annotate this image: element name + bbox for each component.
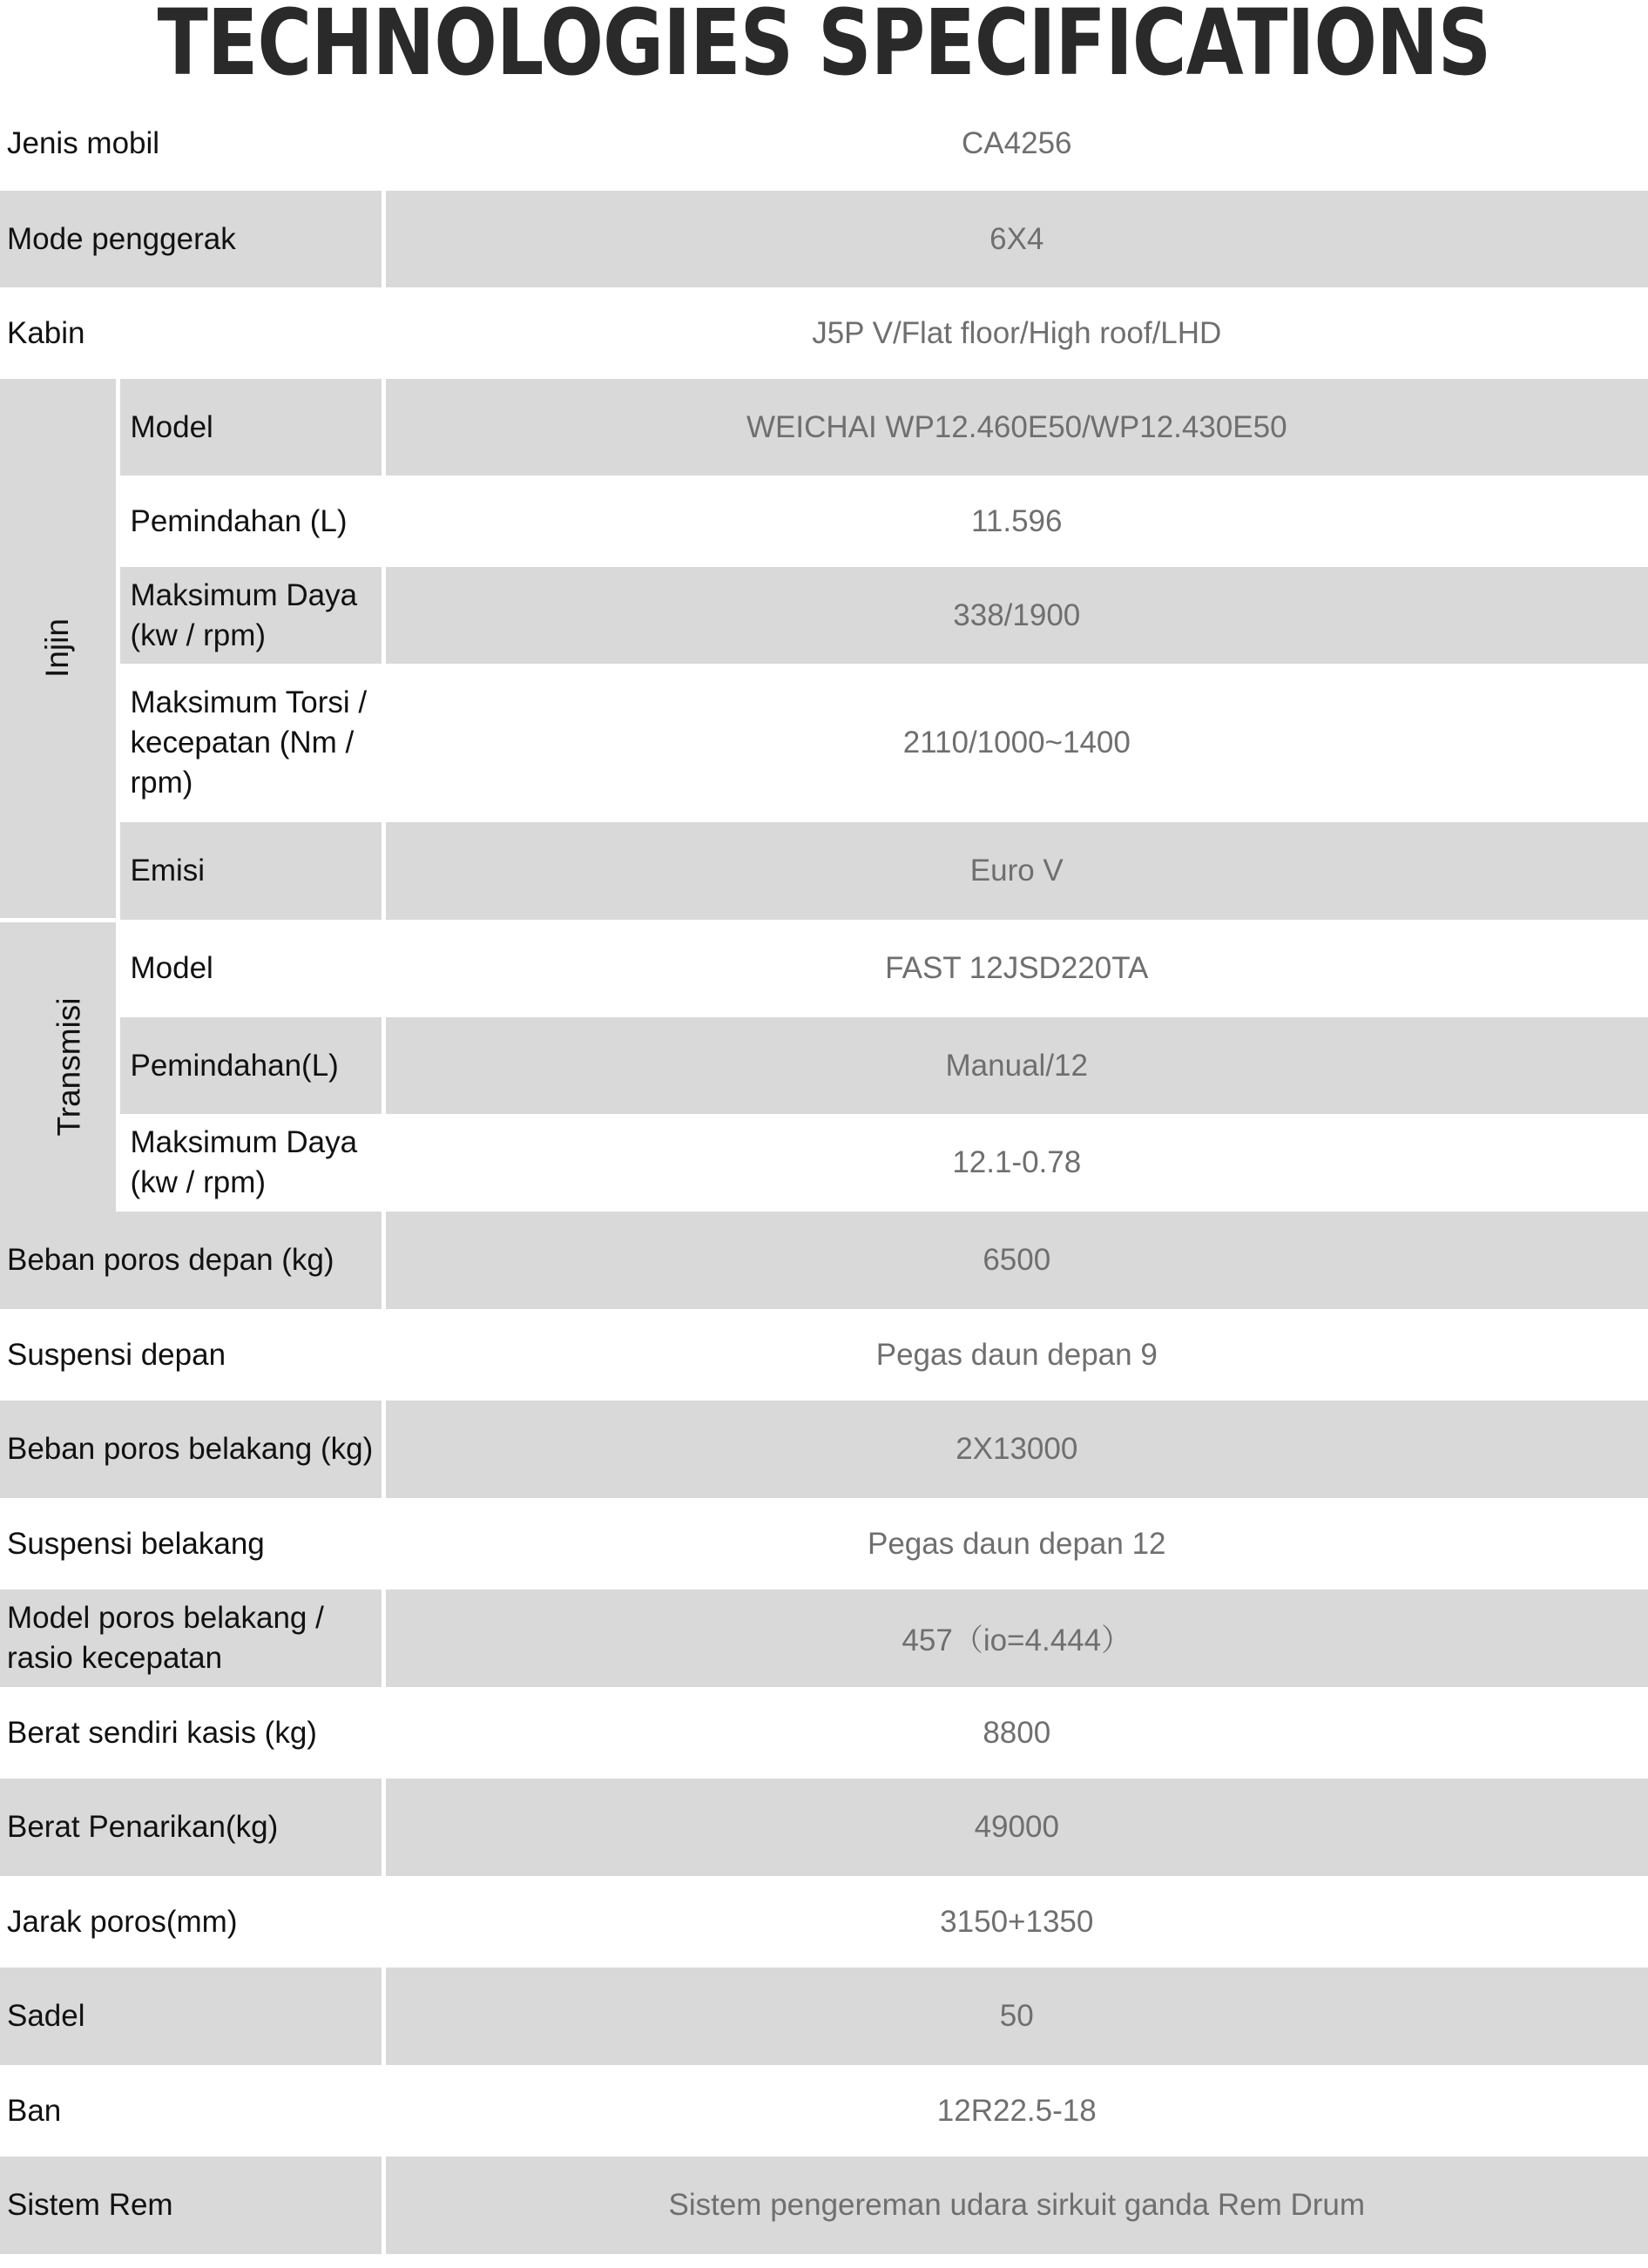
row-value: 3150+1350 <box>383 1876 1648 1968</box>
row-label: Kabin <box>0 287 383 379</box>
row-value: 457（io=4.444） <box>383 1590 1648 1687</box>
row-label: Maksimum Daya (kw / rpm) <box>118 1114 383 1212</box>
row-value: 50 <box>383 1968 1648 2065</box>
table-row <box>0 567 1648 664</box>
row-label: Sadel <box>0 1968 383 2065</box>
row-value: 2X13000 <box>383 1401 1648 1498</box>
table-row <box>0 1968 1648 2065</box>
row-value: J5P V/Flat floor/High roof/LHD <box>383 287 1648 379</box>
row-value: Manual/12 <box>383 1017 1648 1114</box>
table-row <box>0 1017 1648 1114</box>
table-row <box>0 2157 1648 2254</box>
group-label-transmisi <box>0 920 118 1212</box>
row-value: 12.1-0.78 <box>383 1114 1648 1212</box>
table-row <box>0 2065 1648 2157</box>
row-value: 11.596 <box>383 476 1648 567</box>
table-row <box>0 1590 1648 1687</box>
row-label: Maksimum Daya (kw / rpm) <box>118 567 383 664</box>
row-label: Mode penggerak <box>0 191 383 287</box>
row-label: Emisi <box>118 822 383 920</box>
row-label: Jarak poros(mm) <box>0 1876 383 1968</box>
table-row <box>0 664 1648 822</box>
table-row <box>0 1401 1648 1498</box>
row-label: Model <box>118 379 383 476</box>
table-row <box>0 287 1648 379</box>
row-value: FAST 12JSD220TA <box>383 920 1648 1017</box>
row-label: Beban poros depan (kg) <box>0 1212 383 1309</box>
row-label: Jenis mobil <box>0 96 383 191</box>
row-value: Euro V <box>383 822 1648 920</box>
group-label-text: Injin <box>39 618 76 678</box>
row-value: 338/1900 <box>383 567 1648 664</box>
table-row <box>0 96 1648 191</box>
table-row <box>0 1687 1648 1779</box>
table-row <box>0 191 1648 287</box>
row-value: 49000 <box>383 1779 1648 1876</box>
row-label: Ban <box>0 2065 383 2157</box>
row-label: Maksimum Torsi / kecepatan (Nm / rpm) <box>118 664 383 822</box>
table-row <box>0 1114 1648 1212</box>
table-row <box>0 1876 1648 1968</box>
table-row <box>0 1498 1648 1590</box>
row-label: Pemindahan (L) <box>118 476 383 567</box>
table-row <box>0 920 1648 1017</box>
group-label-text: Transmisi <box>51 997 87 1137</box>
table-row <box>0 1212 1648 1309</box>
group-label-injin <box>0 379 118 920</box>
row-value: 6500 <box>383 1212 1648 1309</box>
table-row <box>0 379 1648 476</box>
row-value: Sistem pengereman udara sirkuit ganda Rem Drum <box>383 2157 1648 2254</box>
row-label: Berat Penarikan(kg) <box>0 1779 383 1876</box>
row-label: Beban poros belakang (kg) <box>0 1401 383 1498</box>
page-title: TECHNOLOGIES SPECIFICATIONS <box>157 0 1491 85</box>
row-value: 12R22.5-18 <box>383 2065 1648 2157</box>
table-row <box>0 1309 1648 1401</box>
row-label: Berat sendiri kasis (kg) <box>0 1687 383 1779</box>
table-row <box>0 822 1648 920</box>
row-value: Pegas daun depan 12 <box>383 1498 1648 1590</box>
row-value: 6X4 <box>383 191 1648 287</box>
row-label: Pemindahan(L) <box>118 1017 383 1114</box>
spec-table <box>0 96 1648 2254</box>
row-value: Pegas daun depan 9 <box>383 1309 1648 1401</box>
row-value: WEICHAI WP12.460E50/WP12.430E50 <box>383 379 1648 476</box>
row-label: Model <box>118 920 383 1017</box>
row-label: Sistem Rem <box>0 2157 383 2254</box>
row-label: Suspensi belakang <box>0 1498 383 1590</box>
row-value: CA4256 <box>383 96 1648 191</box>
row-label: Suspensi depan <box>0 1309 383 1401</box>
row-label: Model poros belakang / rasio kecepatan <box>0 1590 383 1687</box>
table-row <box>0 476 1648 567</box>
row-value: 8800 <box>383 1687 1648 1779</box>
row-value: 2110/1000~1400 <box>383 664 1648 822</box>
table-row <box>0 1779 1648 1876</box>
